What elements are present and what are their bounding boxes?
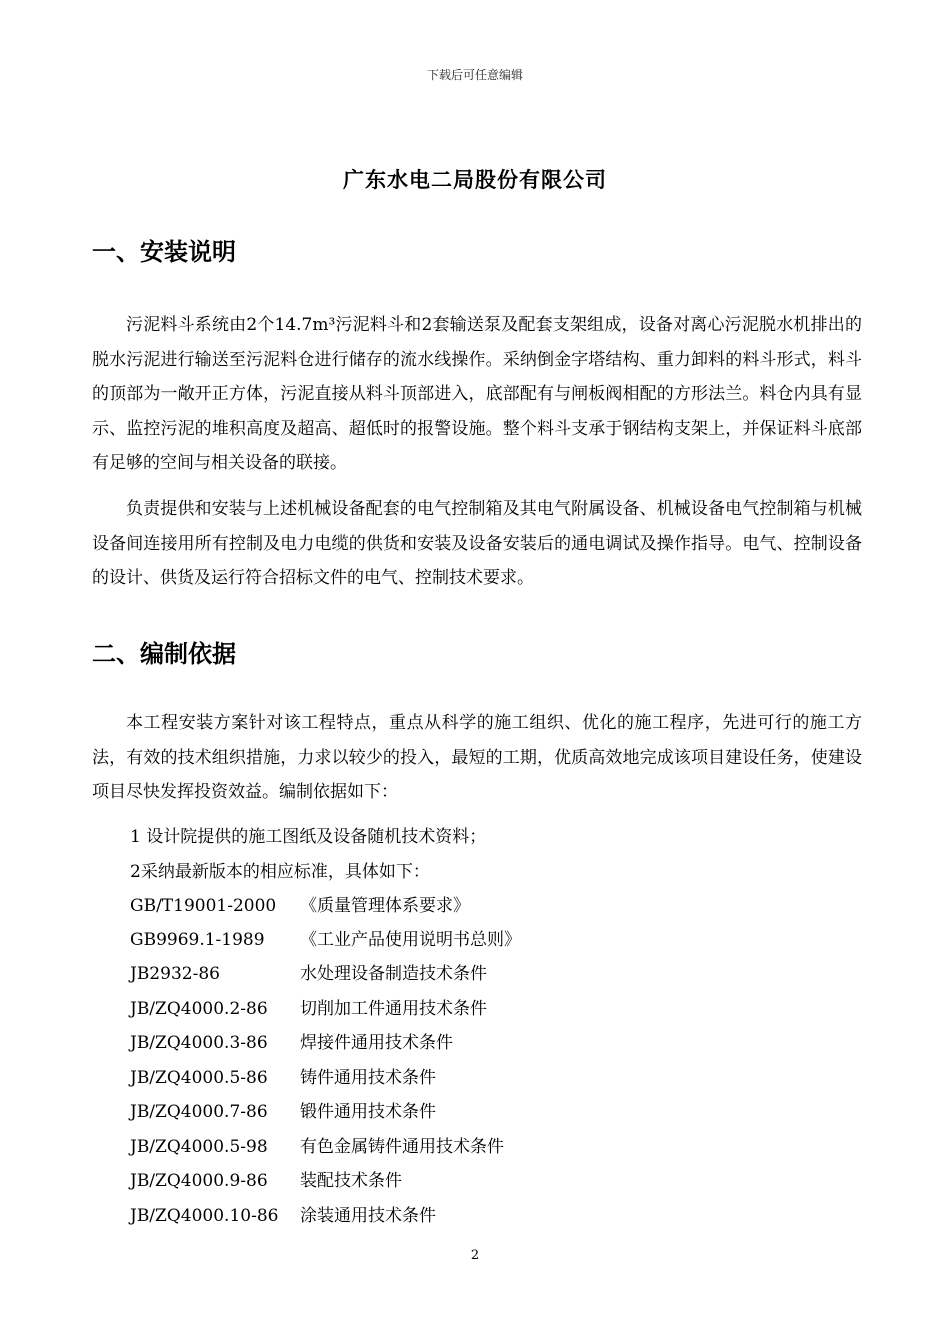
standard-code: JB/ZQ4000.3-86 — [130, 1033, 268, 1053]
standard-name: 《工业产品使用说明书总则》 — [300, 930, 521, 950]
standard-name: 有色金属铸件通用技术条件 — [300, 1137, 504, 1157]
standard-code: JB/ZQ4000.10-86 — [130, 1206, 279, 1226]
standard-code: GB/T19001-2000 — [130, 896, 277, 916]
standard-code: JB2932-86 — [130, 964, 220, 984]
header-note: 下载后可任意编辑 — [426, 68, 523, 82]
standard-row — [130, 1061, 436, 1095]
standard-row — [130, 1199, 436, 1233]
section-heading-basis: 二、编制依据 — [92, 640, 236, 668]
standard-name: 焊接件通用技术条件 — [300, 1033, 453, 1053]
basis-item-1: 1 设计院提供的施工图纸及设备随机技术资料； — [130, 827, 487, 847]
standard-name: 水处理设备制造技术条件 — [300, 964, 487, 984]
section-heading-installation: 一、安装说明 — [92, 238, 236, 266]
standard-code: JB/ZQ4000.5-98 — [130, 1137, 268, 1157]
company-title: 广东水电二局股份有限公司 — [343, 168, 607, 192]
standard-code: JB/ZQ4000.7-86 — [130, 1102, 268, 1122]
standard-name: 《质量管理体系要求》 — [300, 896, 470, 916]
standard-row — [130, 923, 521, 957]
standard-row — [130, 1130, 504, 1164]
installation-paragraph-2: 负责提供和安装与上述机械设备配套的电气控制箱及其电气附属设备、机械设备电气控制箱与机械设备间连接用所有控制及电力电缆的供货和安装及设备安装后的通电调试及操作指导。电气、控制设备的设计、供货及运行符合招标文件的电气、控制技术要求。 — [92, 499, 862, 588]
standard-code: GB9969.1-1989 — [130, 930, 265, 950]
standard-name: 锻件通用技术条件 — [300, 1102, 436, 1122]
standard-row — [130, 889, 470, 923]
standard-name: 涂装通用技术条件 — [300, 1206, 436, 1226]
standard-row — [130, 1164, 402, 1198]
basis-item-2: 2采纳最新版本的相应标准，具体如下： — [130, 862, 430, 882]
standard-code: JB/ZQ4000.2-86 — [130, 999, 268, 1019]
standard-name: 切削加工件通用技术条件 — [300, 999, 487, 1019]
standard-code: JB/ZQ4000.9-86 — [130, 1171, 268, 1191]
standard-code: JB/ZQ4000.5-86 — [130, 1068, 268, 1088]
standard-row — [130, 992, 487, 1026]
basis-paragraph: 本工程安装方案针对该工程特点，重点从科学的施工组织、优化的施工程序，先进可行的施工方法，有效的技术组织措施，力求以较少的投入，最短的工期，优质高效地完成该项目建设任务，使建设项目尽快发挥投资效益。编制依据如下： — [92, 713, 862, 802]
standard-name: 装配技术条件 — [300, 1171, 402, 1191]
standard-name: 铸件通用技术条件 — [300, 1068, 436, 1088]
installation-paragraph-1: 污泥料斗系统由2个14.7m³污泥料斗和2套输送泵及配套支架组成，设备对离心污泥脱水机排出的脱水污泥进行输送至污泥料仓进行储存的流水线操作。采纳倒金字塔结构、重力卸料的料斗形式，料斗的顶部为一敞开正方体，污泥直接从料斗顶部进入，底部配有与闸板阀相配的方形法兰。料仓内具有显示、监控污泥的堆积高度及超高、超低时的报警设施。整个料斗支承于钢结构支架上，并保证料斗底部有足够的空间与相关设备的联接。 — [92, 315, 862, 473]
page-number: 2 — [470, 1248, 480, 1263]
standard-row — [130, 1095, 436, 1129]
standard-row — [130, 1026, 453, 1060]
standard-row — [130, 957, 487, 991]
